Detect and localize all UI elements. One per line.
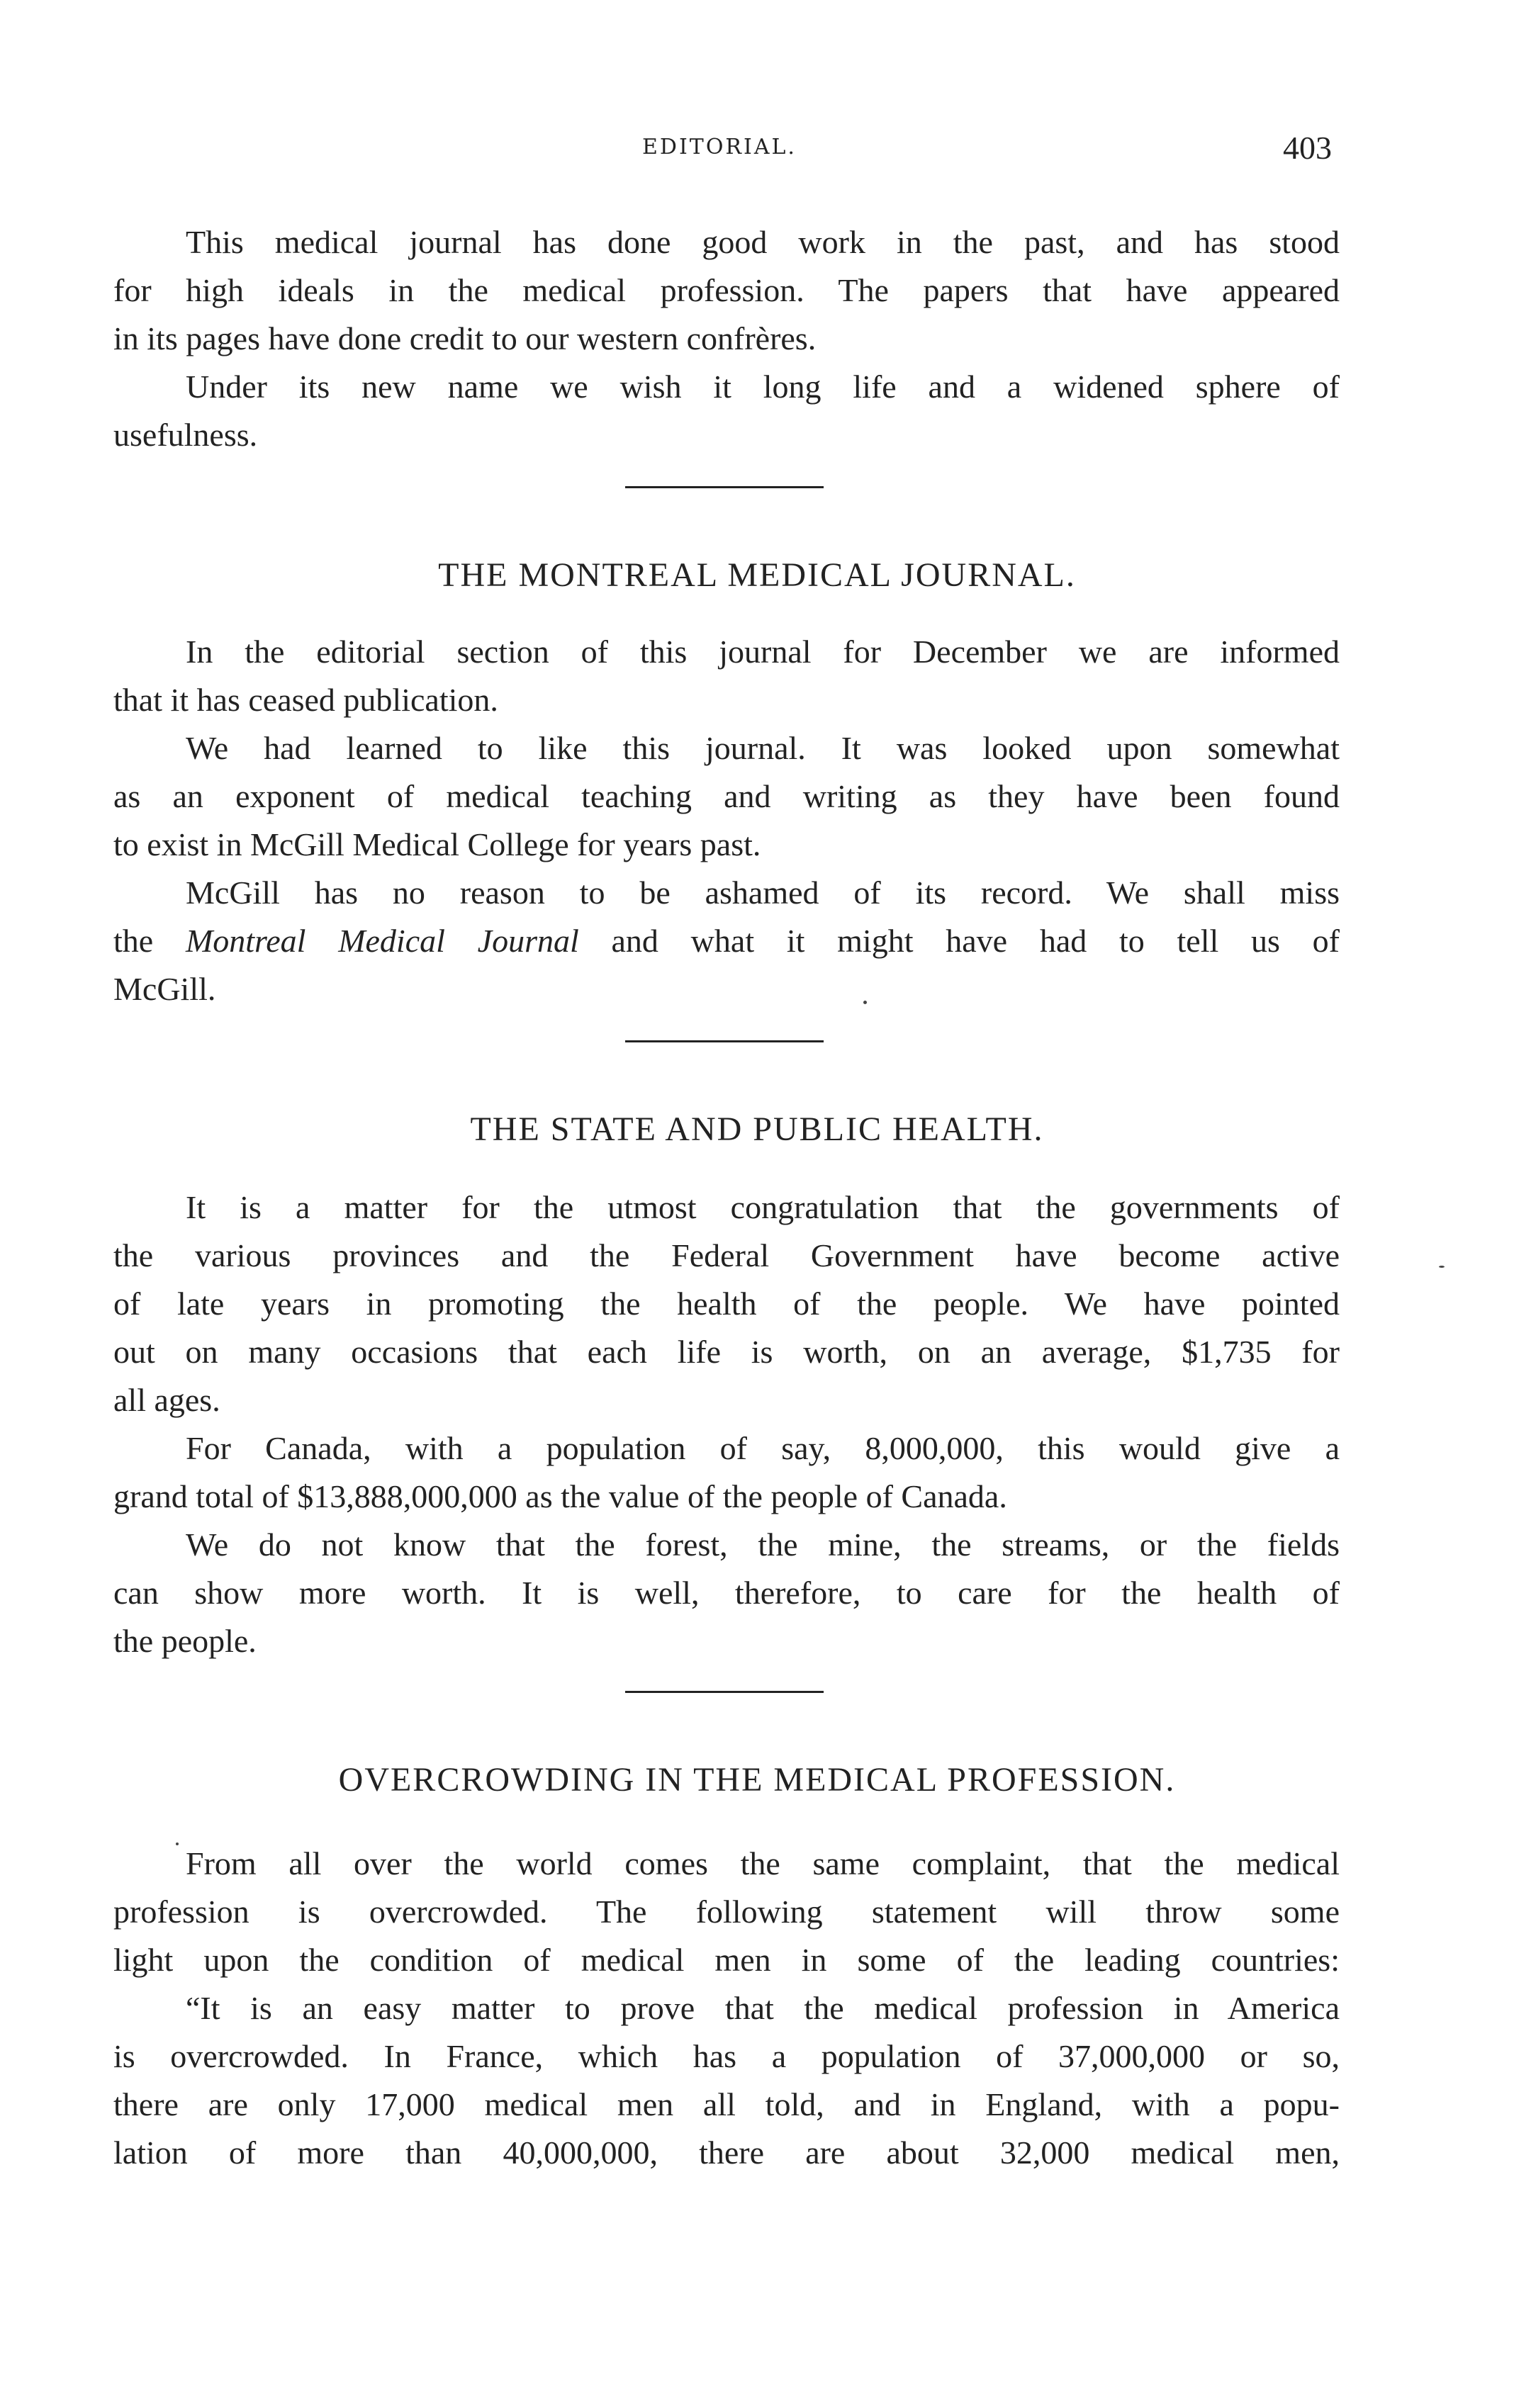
section-divider xyxy=(625,1691,824,1693)
stray-mark xyxy=(176,1842,179,1845)
text-line: to exist in McGill Medical College for years past. xyxy=(113,826,761,862)
text-line: light upon the condition of medical men in some of the leading countries: xyxy=(113,1942,1340,1978)
journal-title: Montreal Medical Journal xyxy=(185,923,579,959)
text-line: the people. xyxy=(113,1623,257,1659)
text-line: in its pages have done credit to our western confrères. xyxy=(113,320,817,356)
section-heading: OVERCROWDING IN THE MEDICAL PROFESSION. xyxy=(338,1761,1176,1799)
text-line: lation of more than 40,000,000, there are about 32,000 medical men, xyxy=(113,2134,1340,2171)
text-line: can show more worth. It is well, therefore, to care for the health of xyxy=(113,1575,1340,1611)
stray-mark xyxy=(863,1001,867,1004)
stray-mark xyxy=(1439,1266,1445,1268)
text-line: We had learned to like this journal. It was looked upon somewhat xyxy=(186,730,1340,766)
text-line: In the editorial section of this journal for December we are informed xyxy=(186,634,1340,670)
text-line: all ages. xyxy=(113,1382,220,1418)
text-line: For Canada, with a population of say, 8,000,000, this would give a xyxy=(186,1430,1340,1466)
text-line: the various provinces and the Federal Government have become active xyxy=(113,1237,1340,1273)
text-line: of late years in promoting the health of the people. We have pointed xyxy=(113,1285,1340,1322)
section-divider xyxy=(625,1040,824,1042)
text-line: profession is overcrowded. The following statement will throw some xyxy=(113,1894,1340,1930)
text-line: as an exponent of medical teaching and writing as they have been found xyxy=(113,778,1340,814)
text-line: It is a matter for the utmost congratulation that the governments of xyxy=(186,1189,1340,1225)
text-line xyxy=(113,924,1340,958)
running-header: EDITORIAL. xyxy=(642,135,797,159)
text-line: there are only 17,000 medical men all told, and in England, with a popu- xyxy=(113,2086,1340,2122)
text-line: This medical journal has done good work in the past, and has stood xyxy=(186,224,1340,260)
text-line: Under its new name we wish it long life and a widened sphere of xyxy=(186,368,1340,405)
text-line: “It is an easy matter to prove that the medical profession in America xyxy=(186,1990,1340,2026)
text-line: that it has ceased publication. xyxy=(113,682,498,718)
text-line: out on many occasions that each life is worth, on an average, $1,735 for xyxy=(113,1334,1340,1370)
section-heading: THE MONTREAL MEDICAL JOURNAL. xyxy=(438,556,1076,594)
text-line: McGill has no reason to be ashamed of its record. We shall miss xyxy=(186,874,1340,911)
text-segment: the xyxy=(113,923,186,959)
page-number: 403 xyxy=(1283,130,1332,166)
section-heading: THE STATE AND PUBLIC HEALTH. xyxy=(470,1110,1044,1148)
text-line: We do not know that the forest, the mine, the streams, or the fields xyxy=(186,1526,1340,1563)
text-line: is overcrowded. In France, which has a population of 37,000,000 or so, xyxy=(113,2038,1340,2074)
text-line: From all over the world comes the same complaint, that the medical xyxy=(186,1845,1340,1881)
text-line: for high ideals in the medical profession. The papers that have appeared xyxy=(113,272,1340,308)
text-line: grand total of $13,888,000,000 as the value of the people of Canada. xyxy=(113,1478,1007,1514)
section-divider xyxy=(625,486,824,488)
text-segment: and what it might have had to tell us of xyxy=(578,923,1340,959)
text-line: usefulness. xyxy=(113,417,258,453)
text-line: McGill. xyxy=(113,971,216,1007)
